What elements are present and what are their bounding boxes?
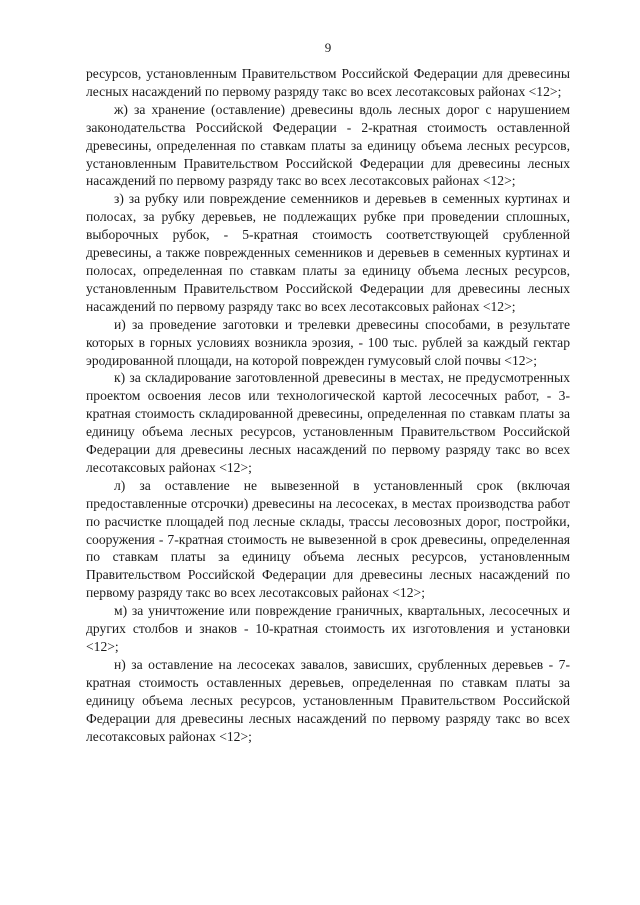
- paragraph-item-n: н) за оставление на лесосеках завалов, зависших, срубленных деревьев - 7-кратная стоимость оставленных деревьев, определенная по ставкам платы за единицу объема лесных ресурсов, установленным Правительством Российской Федерации для древесины лесных насаждений по первому разряду такс во всех лесотаксовых районах <12>;: [86, 656, 570, 744]
- paragraph-item-l: л) за оставление не вывезенной в установленный срок (включая предоставленные отсрочки) древесины на лесосеках, в местах производства работ по расчистке площадей под лесные склады, трассы лесовозных дорог, постройки, сооружения - 7-кратная стоимость не вывезенной в срок древесины, определенная по ставкам платы за единицу объема лесных ресурсов, установленным Правительством Российской Федерации для древесины лесных насаждений по первому разряду такс во всех лесотаксовых районах <12>;: [86, 477, 570, 601]
- paragraph-item-i: и) за проведение заготовки и трелевки древесины способами, в результате которых в горных условиях возникла эрозия, - 100 тыс. рублей за каждый гектар эродированной площади, на которой поврежден гумусовый слой почвы <12>;: [86, 316, 570, 368]
- page-number: 9: [324, 40, 332, 55]
- paragraph-item-z: з) за рубку или повреждение семенников и деревьев в семенных куртинах и полосах, за рубку деревьев, не подлежащих рубке при проведении сплошных, выборочных рубок, - 5-кратная стоимость соответствующей срубленной древесины, а также поврежденных семенников и деревьев в семенных куртинах и полосах, определенная по ставкам платы за единицу объема лесных ресурсов, установленным Правительством Российской Федерации для древесины лесных насаждений по первому разряду такс во всех лесотаксовых районах <12>;: [86, 191, 570, 314]
- paragraph-item-k: к) за складирование заготовленной древесины в местах, не предусмотренных проектом освоения лесов или технологической картой лесосечных работ, - 3-кратная стоимость складированной древесины, определенная по ставкам платы за единицу объема лесных ресурсов, установленным Правительством Российской Федерации для древесины лесных насаждений по первому разряду такс во всех лесотаксовых районах <12>;: [86, 370, 570, 475]
- paragraph-item-m: м) за уничтожение или повреждение граничных, квартальных, лесосечных и других столбов и знаков - 10-кратная стоимость их изготовления и установки <12>;: [86, 603, 570, 654]
- paragraph-continuation: ресурсов, установленным Правительством Российской Федерации для древесины лесных насаждений по первому разряду такс во всех лесотаксовых районах <12>;: [86, 66, 570, 99]
- paragraph-item-zh: ж) за хранение (оставление) древесины вдоль лесных дорог с нарушением законодательства Российской Федерации - 2-кратная стоимость оставленной древесины, определенная по ставкам платы за единицу объема лесных ресурсов, установленным Правительством Российской Федерации для древесины лесных насаждений по первому разряду такс во всех лесотаксовых районах <12>;: [86, 101, 570, 189]
- document-body: [86, 65, 570, 745]
